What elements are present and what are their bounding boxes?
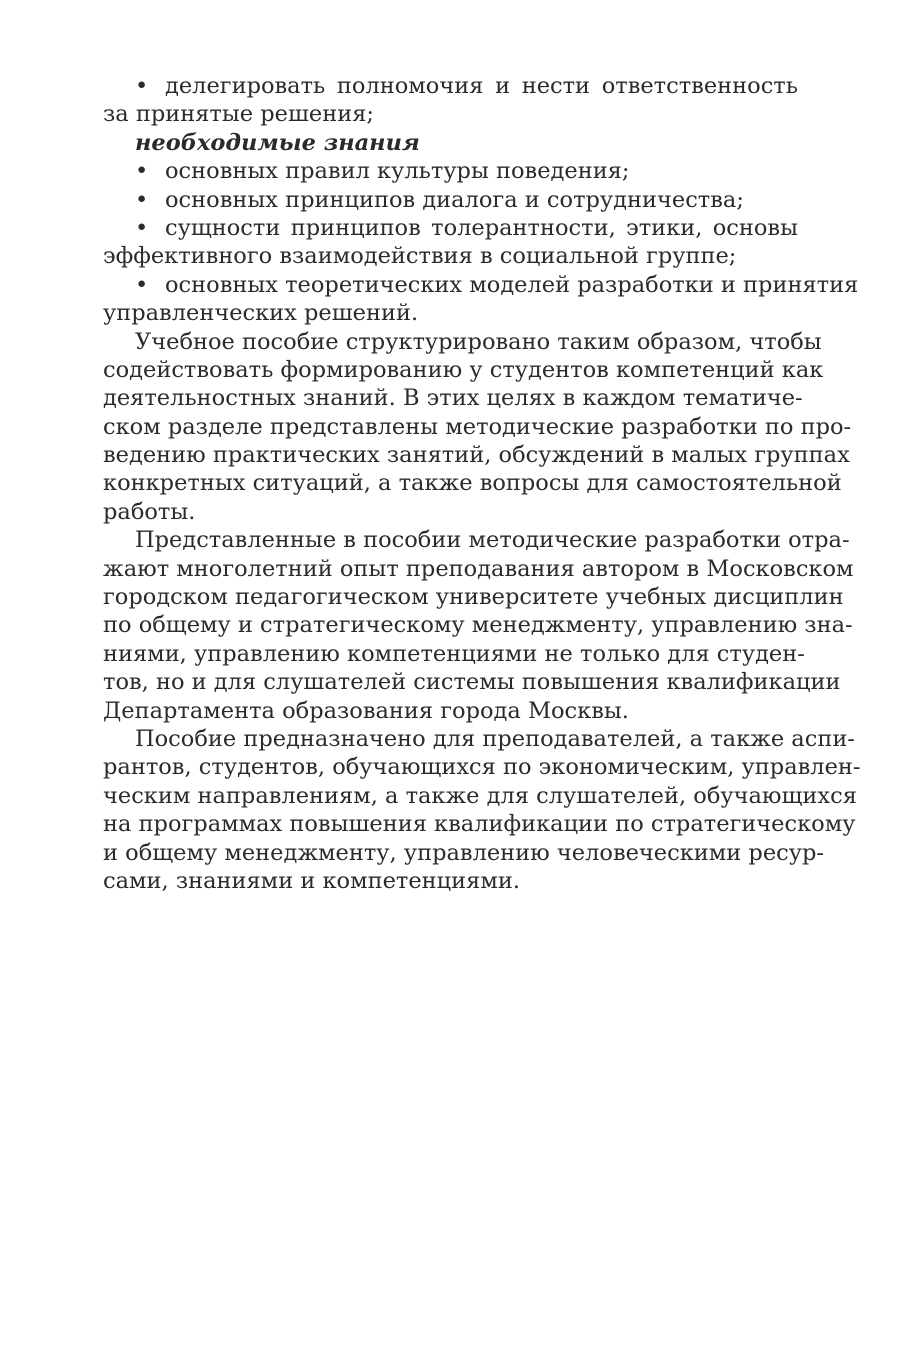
bullet-icon: • xyxy=(135,271,149,298)
list-item-delegate xyxy=(103,72,798,100)
bullet-icon: • xyxy=(135,158,149,185)
paragraph-line: содействовать формированию у студентов компетенций как xyxy=(103,356,824,383)
paragraph-audience xyxy=(103,725,861,895)
paragraph-structure xyxy=(103,328,852,527)
list-item-text: основных принципов диалога и сотрудничества; xyxy=(165,186,744,213)
document-page xyxy=(103,72,861,895)
paragraph-line: деятельностных знаний. В этих целях в каждом тематиче- xyxy=(103,385,803,412)
knowledge-heading: необходимые знания xyxy=(135,129,420,156)
knowledge-item-1 xyxy=(103,157,798,185)
paragraph-line: Пособие предназначено для преподавателей, а также аспи- xyxy=(135,725,855,752)
paragraph-line: на программах повышения квалификации по стратегическому xyxy=(103,811,856,838)
bullet-icon: • xyxy=(135,186,149,213)
paragraph-line: Учебное пособие структурировано таким образом, чтобы xyxy=(135,328,822,355)
paragraph-experience xyxy=(103,526,854,725)
paragraph-line: рантов, студентов, обучающихся по экономическим, управлен- xyxy=(103,754,861,781)
knowledge-item-4-continuation: управленческих решений. xyxy=(103,300,419,327)
knowledge-item-3 xyxy=(103,214,798,242)
paragraph-line: ческим направлениям, а также для слушателей, обучающихся xyxy=(103,782,857,809)
knowledge-item-3-continuation: эффективного взаимодействия в социальной группе; xyxy=(103,243,737,270)
paragraph-line: по общему и стратегическому менеджменту, управлению зна- xyxy=(103,612,853,639)
paragraph-line: работы. xyxy=(103,498,196,525)
bullet-icon: • xyxy=(135,214,149,241)
list-item-text: сущности принципов толерантности, этики, основы xyxy=(165,214,798,241)
paragraph-line: ниями, управлению компетенциями не только для студен- xyxy=(103,640,805,667)
list-item-text: основных теоретических моделей разработки и принятия xyxy=(165,271,859,298)
bullet-icon: • xyxy=(135,73,149,99)
list-item-text: основных правил культуры поведения; xyxy=(165,158,630,185)
paragraph-line: Департамента образования города Москвы. xyxy=(103,697,629,724)
paragraph-line: и общему менеджменту, управлению человеческими ресур- xyxy=(103,839,824,866)
paragraph-line: конкретных ситуаций, а также вопросы для самостоятельной xyxy=(103,470,842,497)
knowledge-item-2 xyxy=(103,186,798,214)
paragraph-line: ском разделе представлены методические разработки по про- xyxy=(103,413,852,440)
list-item-text: делегировать полномочия и нести ответственность xyxy=(165,73,798,99)
list-item-continuation: за принятые решения; xyxy=(103,101,374,128)
paragraph-line: ведению практических занятий, обсуждений в малых группах xyxy=(103,442,850,469)
paragraph-line: жают многолетний опыт преподавания автором в Московском xyxy=(103,555,854,582)
paragraph-line: Представленные в пособии методические разработки отра- xyxy=(135,527,850,554)
paragraph-line: сами, знаниями и компетенциями. xyxy=(103,867,520,894)
paragraph-line: тов, но и для слушателей системы повышения квалификации xyxy=(103,669,841,696)
paragraph-line: городском педагогическом университете учебных дисциплин xyxy=(103,584,844,611)
knowledge-item-4 xyxy=(103,271,859,299)
